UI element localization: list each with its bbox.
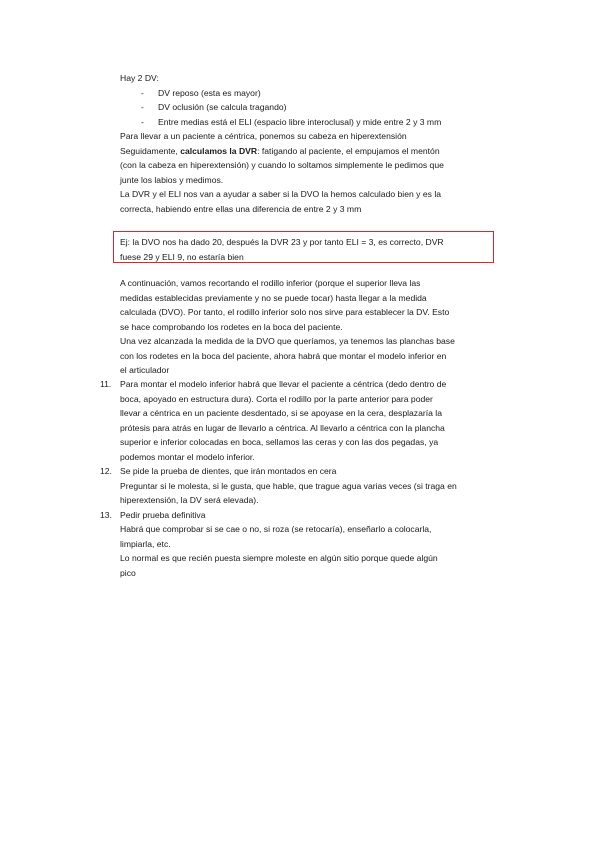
bullet-dash: -	[141, 116, 144, 127]
bullet-text: DV oclusión (se calcula tragando)	[158, 102, 287, 112]
item-line: Preguntar si le molesta, si le gusta, que hable, que trague agua varias veces (si traga en	[120, 480, 457, 491]
item-line: Para montar el modelo inferior habrá que llevar el paciente a céntrica (dedo dentro de	[120, 379, 447, 389]
bullet-text: Entre medias está el ELI (espacio libre interoclusal) y mide entre 2 y 3 mm	[158, 116, 442, 127]
item-line: llevar a céntrica en un paciente desdentado, si se apoyase en la cera, desplazaría la	[120, 408, 442, 418]
paragraph-line: el articulador	[120, 365, 170, 375]
example-line: Ej: la DVO nos ha dado 20, después la DVR 23 y por tanto ELI = 3, es correcto, DVR	[120, 237, 444, 247]
item-line: pico	[120, 567, 136, 578]
item-line: Se pide la prueba de dientes, que irán montados en cera	[120, 466, 337, 476]
paragraph-line: Para llevar a un paciente a céntrica, ponemos su cabeza en hiperextensión	[120, 131, 407, 141]
item-line: boca, apoyado en estructura dura). Corta el rodillo por la parte anterior para poder	[120, 393, 433, 404]
intro-heading: Hay 2 DV:	[120, 73, 159, 83]
paragraph-line	[120, 144, 520, 159]
continuation-section	[120, 276, 520, 378]
item-line: podemos montar el modelo inferior.	[120, 451, 255, 462]
paragraph-line: calculada (DVO). Por tanto, el rodillo inferior solo nos sirve para establecer la DV. Esto	[120, 307, 450, 317]
item-line: limpiarla, etc.	[120, 538, 171, 549]
item-number: 13.	[100, 509, 112, 520]
bullet-item	[120, 100, 520, 115]
paragraph-line: A continuación, vamos recortando el rodillo inferior (porque el superior lleva las	[120, 278, 421, 288]
example-line: fuese 29 y ELI 9, no estaría bien	[120, 251, 244, 262]
list-item	[100, 464, 520, 508]
numbered-list	[100, 377, 520, 580]
list-item	[100, 508, 520, 581]
paragraph-line: La DVR y el ELI nos van a ayudar a saber si la DVO la hemos calculado bien y es la	[120, 189, 442, 199]
bullet-item	[120, 115, 520, 130]
paragraph-line: con los rodetes en la boca del paciente, ahora habrá que montar el modelo inferior en	[120, 350, 447, 361]
bullet-dash: -	[141, 87, 144, 98]
bullet-item	[120, 86, 520, 101]
bullet-dash: -	[141, 102, 144, 112]
item-line: Habrá que comprobar si se cae o no, si roza (se retocaría), enseñarlo a colocarla,	[120, 524, 432, 534]
item-line: hiperextensión, la DV será elevada).	[120, 495, 259, 505]
item-line: Pedir prueba definitiva	[120, 509, 206, 520]
paragraph-line: medidas establecidas previamente y no se puede tocar) hasta llegar a la medida	[120, 292, 427, 303]
example-text	[120, 235, 444, 264]
paragraph-line: correcta, habiendo entre ellas una diferencia de entre 2 y 3 mm	[120, 203, 362, 214]
item-line: Lo normal es que recién puesta siempre moleste en algún sitio porque quede algún	[120, 553, 438, 563]
list-item	[100, 377, 520, 464]
item-number: 11.	[100, 379, 112, 389]
item-line: superior e inferior colocadas en boca, sellamos las ceras y con las dos pegadas, ya	[120, 437, 439, 447]
text-run: : fatigando al paciente, el empujamos el mentón	[257, 145, 440, 156]
text-run: Seguidamente,	[120, 145, 181, 156]
paragraph-line: junte los labios y medimos.	[120, 174, 224, 185]
item-number: 12.	[100, 466, 112, 476]
intro-section	[120, 71, 520, 216]
bold-text: calculamos la DVR	[180, 145, 258, 156]
paragraph-line: Una vez alcanzada la medida de la DVO que queríamos, ya tenemos las planchas base	[120, 336, 455, 346]
item-line: prótesis para atrás en lugar de llevarlo a céntrica. Al llevarlo a céntrica con la plancha	[120, 422, 445, 433]
paragraph-line: (con la cabeza en hiperextensión) y cuando lo soltamos simplemente le pedimos que	[120, 160, 444, 170]
bullet-text: DV reposo (esta es mayor)	[158, 87, 261, 98]
paragraph-line: se hace comprobando los rodetes en la boca del paciente.	[120, 321, 343, 332]
